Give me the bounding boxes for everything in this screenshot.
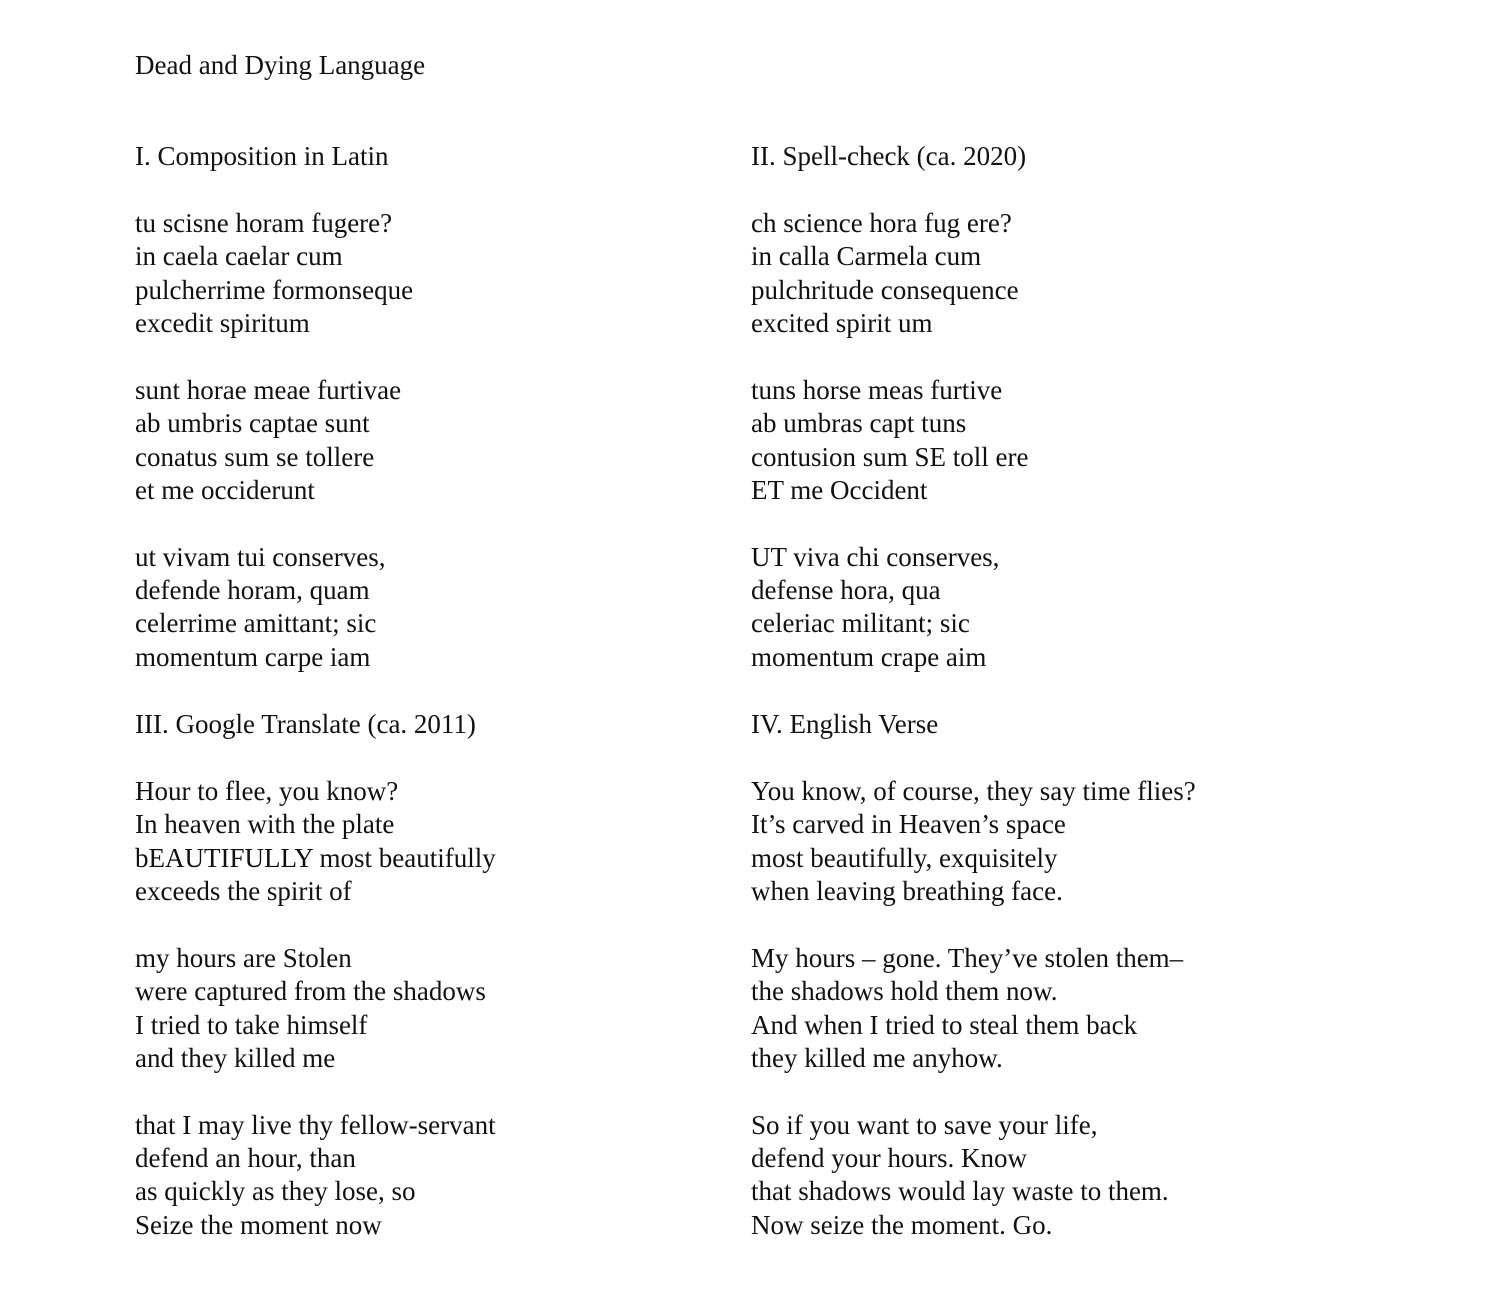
section-heading: IV. English Verse: [751, 709, 939, 739]
poem-line: In heaven with the plate: [135, 809, 395, 840]
poem-line: bEAUTIFULLY most beautifully: [135, 842, 496, 873]
poem-line: contusion sum SE toll ere: [751, 441, 1029, 472]
poem-line: exceeds the spirit of: [135, 875, 352, 906]
stanza: [751, 1109, 1351, 1243]
stanza: [135, 942, 735, 1076]
section-english-verse: [751, 708, 1351, 1242]
stanza: [751, 775, 1351, 909]
poem-line: Hour to flee, you know?: [135, 775, 399, 806]
poem-line: celerrime amittant; sic: [135, 608, 377, 639]
poem-line: pulcherrime formonseque: [135, 274, 414, 305]
stanza: [751, 942, 1351, 1076]
section-heading: II. Spell-check (ca. 2020): [751, 141, 1027, 171]
poem-line: It’s carved in Heaven’s space: [751, 809, 1066, 840]
poem-line: ET me Occident: [751, 474, 928, 505]
poem-line: excited spirit um: [751, 307, 933, 338]
poem-line: defende horam, quam: [135, 575, 370, 606]
section-spell-check: [751, 140, 1351, 674]
stanza: [135, 541, 735, 675]
poem-line: and they killed me: [135, 1042, 336, 1073]
poem-line: that I may live thy fellow-servant: [135, 1109, 496, 1140]
poem-line: conatus sum se tollere: [135, 441, 375, 472]
poem-line: when leaving breathing face.: [751, 875, 1063, 906]
poem-line: tuns horse meas furtive: [751, 374, 1003, 405]
poem-line: et me occiderunt: [135, 474, 315, 505]
stanza: [135, 775, 735, 909]
poem-line: excedit spiritum: [135, 307, 310, 338]
poem-line: Now seize the moment. Go.: [751, 1209, 1053, 1240]
poem-line: defend an hour, than: [135, 1143, 356, 1174]
poem-line: as quickly as they lose, so: [135, 1176, 416, 1207]
poem-line: And when I tried to steal them back: [751, 1009, 1138, 1040]
poem-line: most beautifully, exquisitely: [751, 842, 1058, 873]
poem-line: celeriac militant; sic: [751, 608, 970, 639]
poem-line: sunt horae meae furtivae: [135, 374, 402, 405]
section-heading: I. Composition in Latin: [135, 141, 389, 171]
stanza: [135, 207, 735, 341]
poem-line: ab umbras capt tuns: [751, 408, 967, 439]
poem-line: So if you want to save your life,: [751, 1109, 1098, 1140]
poem-line: in calla Carmela cum: [751, 241, 982, 272]
poem-line: I tried to take himself: [135, 1009, 368, 1040]
poem-line: tu scisne horam fugere?: [135, 207, 393, 238]
stanza: [135, 1109, 735, 1243]
poem-line: momentum carpe iam: [135, 641, 371, 672]
poem-line: momentum crape aim: [751, 641, 987, 672]
poem-line: defense hora, qua: [751, 575, 941, 606]
poem-line: You know, of course, they say time flies?: [751, 775, 1196, 806]
poem-line: Seize the moment now: [135, 1209, 382, 1240]
section-composition-in-latin: [135, 140, 735, 674]
poem-line: ch science hora fug ere?: [751, 207, 1012, 238]
section-heading: III. Google Translate (ca. 2011): [135, 709, 476, 739]
stanza: [751, 207, 1351, 341]
poem-line: ut vivam tui conserves,: [135, 541, 386, 572]
poem-line: the shadows hold them now.: [751, 976, 1058, 1007]
stanza: [135, 374, 735, 508]
poem-line: were captured from the shadows: [135, 976, 486, 1007]
poem-line: my hours are Stolen: [135, 942, 352, 973]
poem-line: defend your hours. Know: [751, 1143, 1027, 1174]
stanza: [751, 541, 1351, 675]
poem-line: they killed me anyhow.: [751, 1042, 1003, 1073]
poem-line: that shadows would lay waste to them.: [751, 1176, 1169, 1207]
poem-line: UT viva chi conserves,: [751, 541, 1000, 572]
poem-line: pulchritude consequence: [751, 274, 1019, 305]
poem-line: ab umbris captae sunt: [135, 408, 370, 439]
poem-line: My hours – gone. They’ve stolen them–: [751, 942, 1184, 973]
document-title: Dead and Dying Language: [135, 50, 426, 80]
section-google-translate: [135, 708, 735, 1242]
poem-line: in caela caelar cum: [135, 241, 343, 272]
stanza: [751, 374, 1351, 508]
